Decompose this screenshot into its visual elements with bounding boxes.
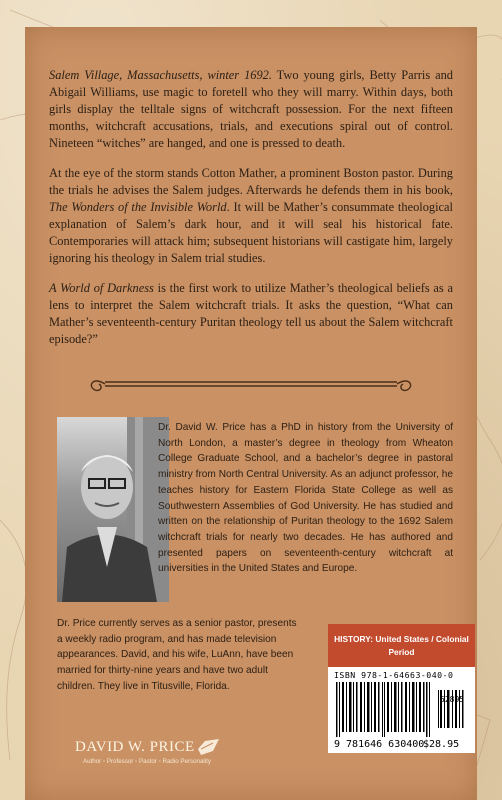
barcode <box>328 667 475 753</box>
author-photo <box>57 417 169 602</box>
isbn-text: ISBN 978-1-64663-040-0 <box>334 670 454 680</box>
barcode-block <box>328 624 475 753</box>
barcode-bars <box>334 682 468 737</box>
price: $28.95 <box>423 739 460 750</box>
ean-number: 9 781646 630400 <box>334 739 425 750</box>
description-paragraph-1: Salem Village, Massachusetts, winter 1692. Two young girls, Betty Parris and Abigail Williams, use magic to foretell who they will marry. Within days, both girls display the telltale signs of witchcraft possession. For the next fifteen months, witchcraft accusations, trials, and executions spiral out of control. Nineteen “witches” are hanged, and one is pressed to death. <box>49 68 453 150</box>
description-paragraph-2: At the eye of the storm stands Cotton Mather, a prominent Boston pastor. During the trials he advises the Salem judges. Afterwards he defends them in his book, The Wonders of the Invisible World. It will be Mather’s consummate theological explanation of Salem’s dark hour, and it will seal his historical fate. Contemporaries will attack him; subsequent historians will castigate him, largely ignoring his theology in Salem trial studies. <box>49 166 453 265</box>
ornamental-divider <box>85 374 417 394</box>
author-bio: Dr. David W. Price has a PhD in history from the University of North London, a master’s degree in theology from Wheaton College Graduate School, and a bachelor’s degree in pastoral ministry from North Central University. As an adjunct professor, he teaches history for Eastern Florida State College as well as Southwestern Assemblies of God University. He has studied and written on the relationship of Puritan theology to the 1692 Salem witchcraft trials for nearly two decades. He has authored and presented papers on seventeenth-century witchcraft at universities in the United States and Europe. <box>158 422 453 575</box>
genre-label: HISTORY: United States / Colonial Period <box>328 624 475 667</box>
author-logo-icon <box>195 735 221 759</box>
author-logo <box>75 739 255 765</box>
author-logo-name: DAVID W. PRICE <box>75 739 195 755</box>
back-cover-panel <box>25 27 477 800</box>
author-logo-tagline: Author ◦ Professor ◦ Pastor ◦ Radio Personality <box>83 758 211 765</box>
author-bio-continued: Dr. Price currently serves as a senior pastor, presents a weekly radio program, and has made television appearances. David, and his wife, LuAnn, have been married for thirty-nine years and have two adult children. They live in Titusville, Florida. <box>57 618 297 692</box>
price-code: 52895 <box>440 695 465 704</box>
description-paragraph-3: A World of Darkness is the first work to utilize Mather’s theological beliefs as a lens to interpret the Salem witchcraft trials. It asks the question, “What can Mather’s seventeenth-century Puritan theology tell us about the Salem witchcraft episode?” <box>49 281 454 346</box>
